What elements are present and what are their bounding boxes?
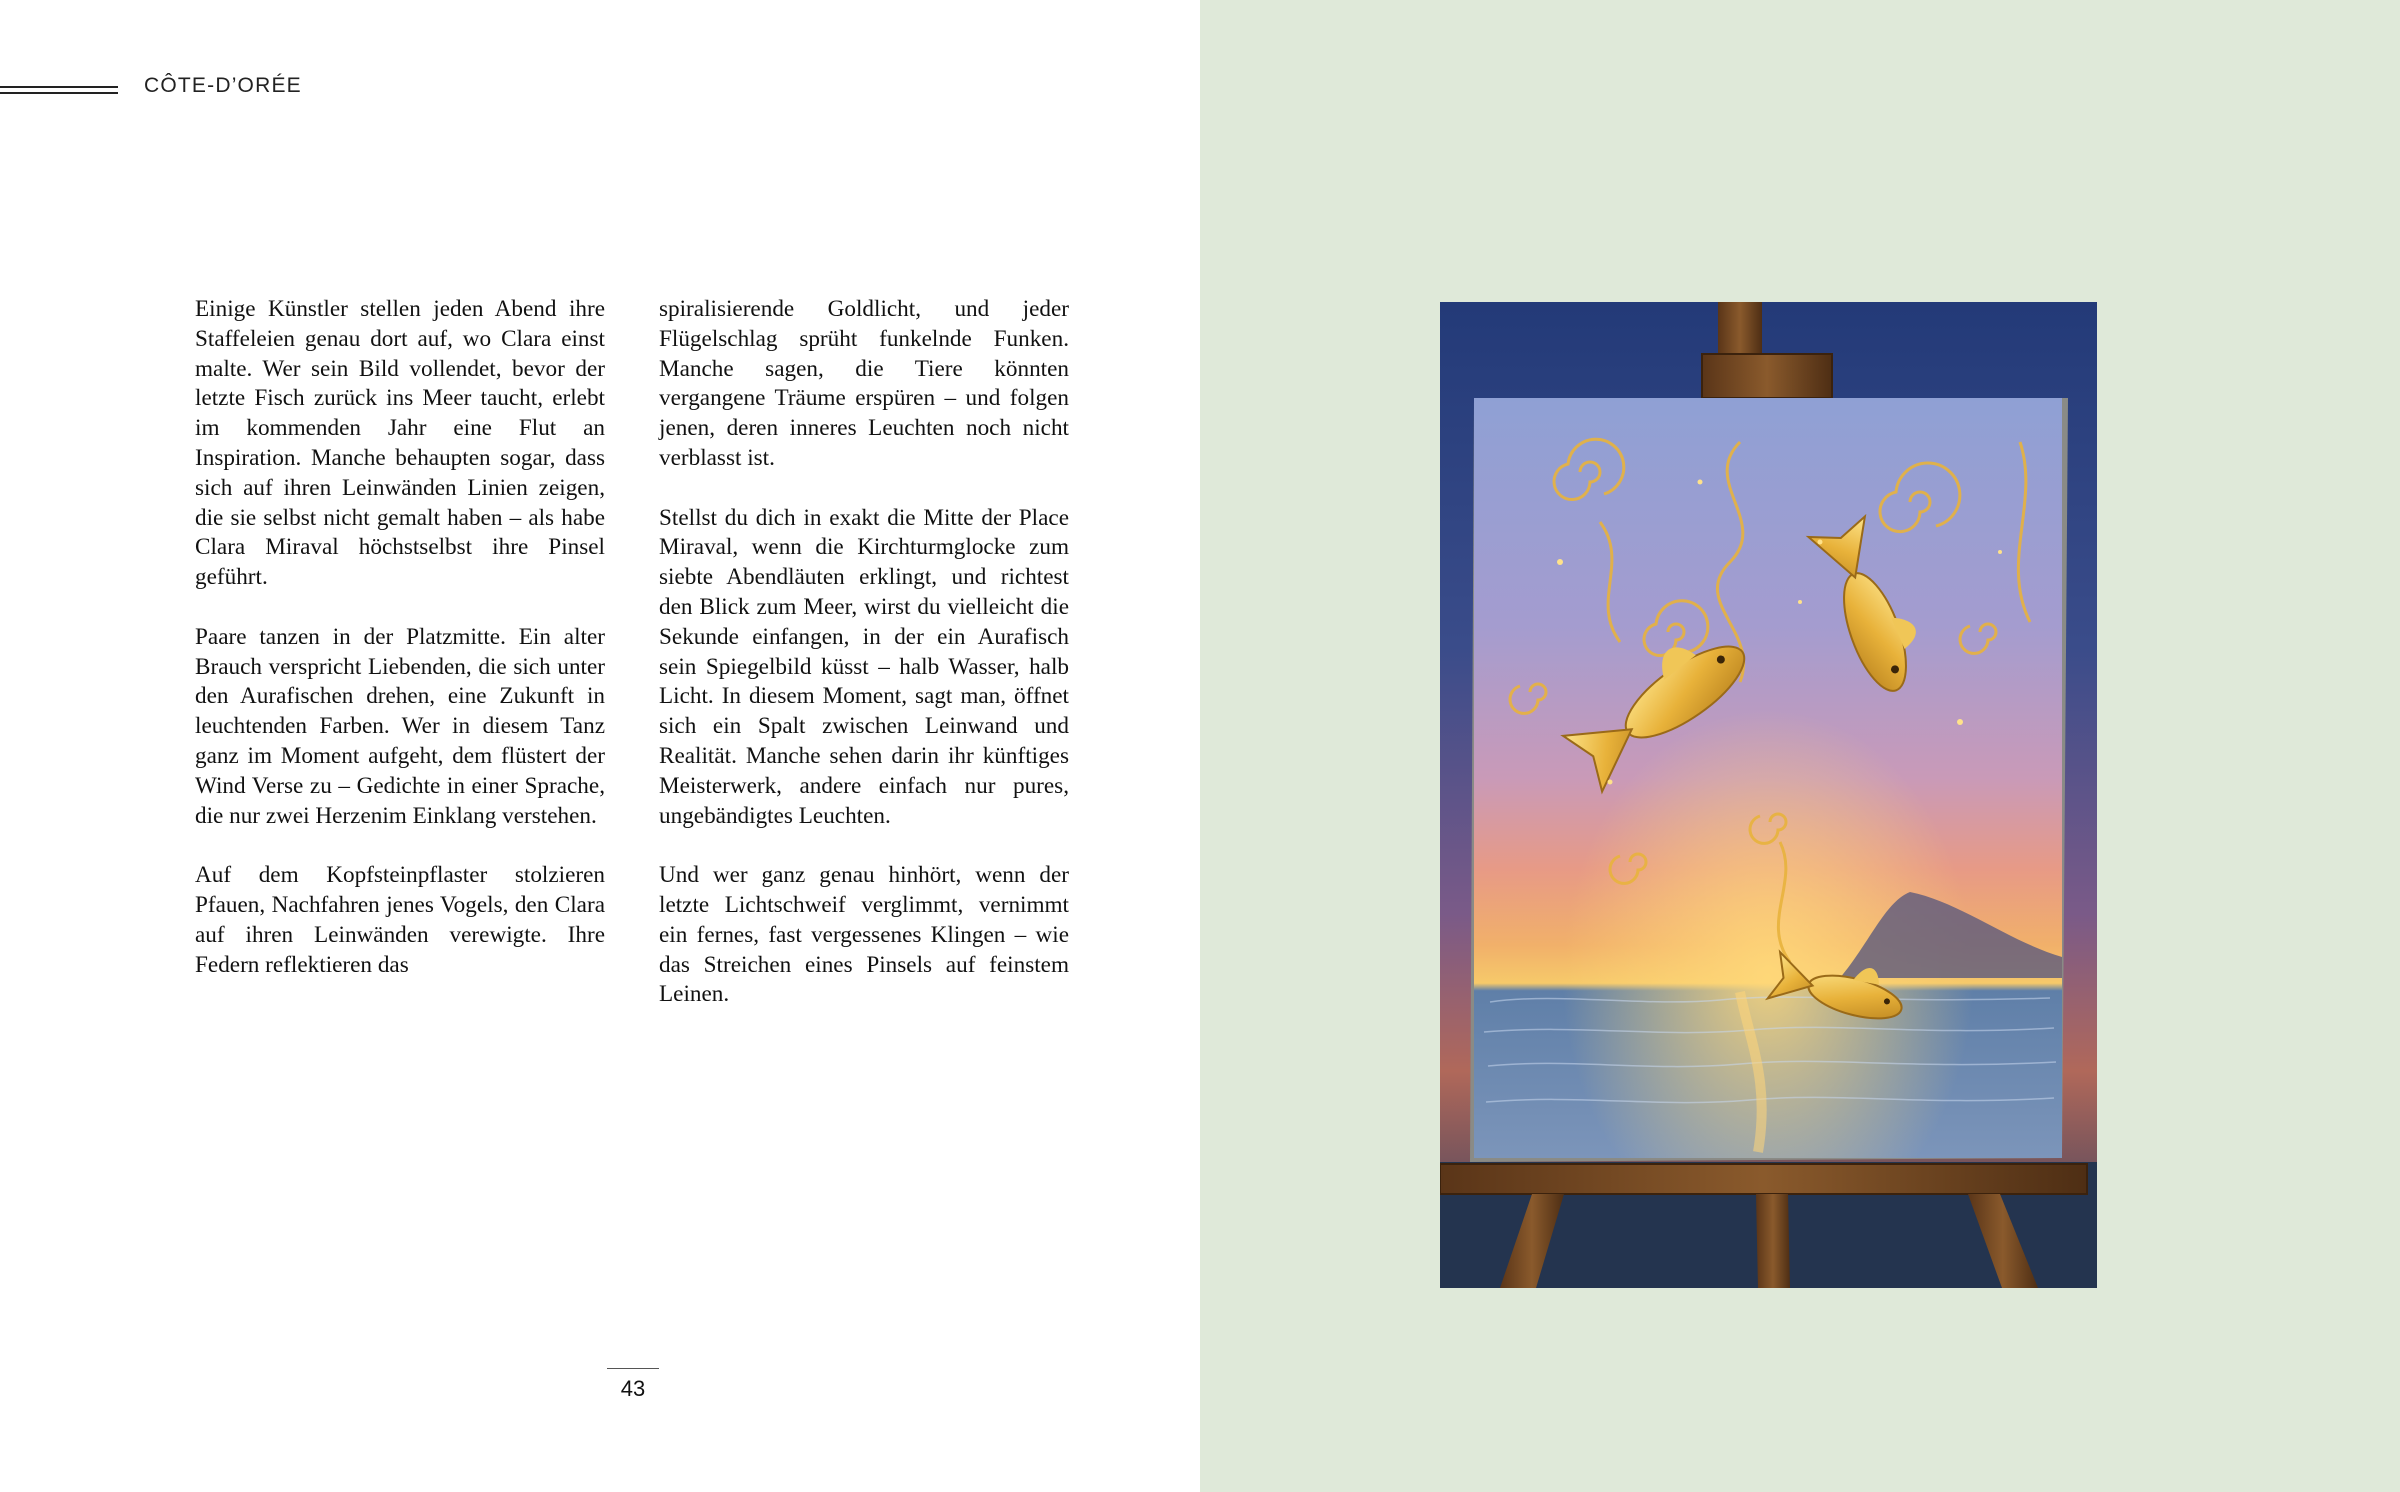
text-column-1 [195,295,605,1010]
paragraph: Und wer ganz genau hinhört, wenn der letzte Lichtschweif verglimmt, vernimmt ein fernes, fast vergessenes Klingen – wie das Streichen eines Pinsels auf feinstem Leinen. [659,862,1069,1008]
header-rule-top [0,86,118,88]
painting-svg [1440,302,2097,1288]
page-number: 43 [620,1376,646,1401]
header-rule-bottom [0,92,118,94]
text-column-2 [659,295,1069,1040]
paragraph: Auf dem Kopfsteinpflaster stolzieren Pfauen, Nachfahren jenes Vogels, den Clara auf ihren Leinwänden verewigte. Ihre Federn reflektieren das [195,862,605,978]
paragraph: Stellst du dich in exakt die Mitte der Place Miraval, wenn die Kirchturmglocke zum siebte Abendläuten erklingt, und richtest den Blick zum Meer, wirst du vielleicht die Sekunde einfangen, in der ein Aurafisch sein Spiegelbild küsst – halb Wasser, halb Licht. In diesem Moment, sagt man, öffnet sich ein Spalt zwischen Leinwand und Realität. Manche sehen darin ihr künftiges Meisterwerk, andere einfach nur pures, ungebändigtes Leuchten. [659,504,1069,829]
paragraph: spiralisierende Goldlicht, und jeder Flügelschlag sprüht funkelnde Funken. Manche sagen, die Tiere könnten vergangene Träume erspüren – und folgen jenen, deren inneres Leuchten noch nicht verblasst ist. [659,296,1069,471]
running-title: CÔTE-D’ORÉE [144,74,302,97]
easel-painting-illustration [1440,302,2097,1288]
folio-rule [607,1368,659,1369]
canvas [1470,398,2068,1162]
paragraph: Einige Künstler stellen jeden Abend ihre Staffeleien genau dort auf, wo Clara einst malte. Wer sein Bild vollendet, bevor der letzte Fisch zurück ins Meer taucht, erlebt im kommenden Jahr eine Flut an Inspiration. Manche behaupten sogar, dass sich auf ihren Leinwänden Linien zeigen, die sie selbst nicht gemalt haben – als habe Clara Miraval höchstselbst ihre Pinsel geführt. [195,296,605,591]
paragraph: Paare tanzen in der Platzmitte. Ein alter Brauch verspricht Liebenden, die sich unter den Aurafischen drehen, eine Zukunft in leuchtenden Farben. Wer in diesem Tanz ganz im Moment aufgeht, dem flüstert der Wind Verse zu – Gedichte in einer Sprache, die nur zwei Herzenim Einklang verstehen. [195,623,605,829]
